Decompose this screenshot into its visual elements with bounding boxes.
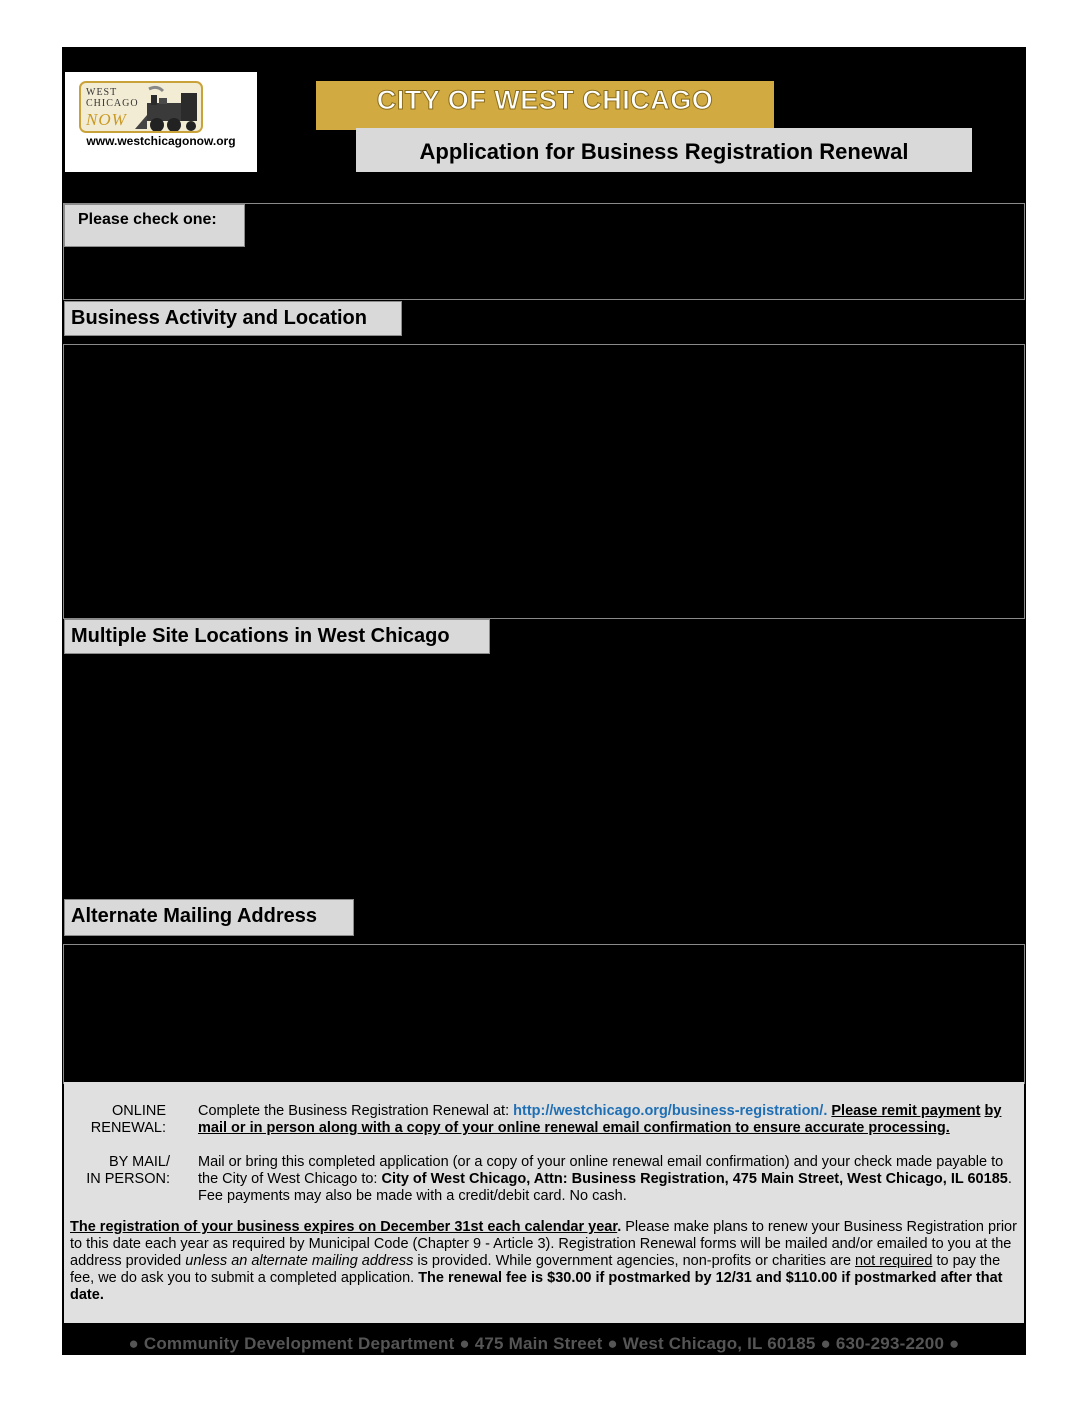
online-intro: Complete the Business Registration Renewal at: <box>198 1103 510 1119</box>
check-one-label <box>64 204 245 247</box>
renewal-fee-text: The renewal fee is $30.00 if postmarked by 12/31 and $110.00 if postmarked after that date. <box>70 1270 1003 1303</box>
expiration-text-3: to pay the fee, we do ask you to submit a completed application. <box>70 1253 1001 1286</box>
registration-link[interactable]: http://westchicago.org/business-registration/ <box>513 1103 824 1119</box>
mail-in-person-text <box>198 1154 1014 1205</box>
footer-contact: ● Community Development Department ● 475 Main Street ● West Chicago, IL 60185 ● 630-293-2200 ● <box>128 1334 960 1353</box>
mailing-address: City of West Chicago, Attn: Business Registration, 475 Main Street, West Chicago, IL 60185 <box>381 1171 1008 1187</box>
business-activity-box <box>63 344 1025 619</box>
alternate-mailing-box <box>63 944 1025 1084</box>
online-link-period: . <box>823 1103 828 1119</box>
expiration-text-2: is provided. While government agencies, non-profits or charities are <box>413 1253 856 1269</box>
remit-payment-1: Please remit payment <box>831 1103 981 1119</box>
alternate-mailing-title: Alternate Mailing Address <box>71 905 317 927</box>
logo-text-west: WEST <box>86 87 118 98</box>
expiration-deadline: The registration of your business expires on December 31st each calendar year <box>70 1219 618 1235</box>
mail-tag-line-1: BY MAIL/ <box>109 1154 170 1170</box>
multiple-sites-title: Multiple Site Locations in West Chicago <box>71 625 450 647</box>
alternate-address-note: unless an alternate mailing address <box>185 1253 414 1269</box>
mail-intro: Mail or bring this completed application (or a copy of your online renewal email confirmation) and your check made payable to the City of West Chicago to: <box>198 1154 1004 1187</box>
expiration-dot: . <box>617 1219 622 1235</box>
city-title: CITY OF WEST CHICAGO <box>376 85 714 115</box>
mail-in-person-tag <box>68 1154 170 1188</box>
online-renewal-text <box>198 1103 1014 1137</box>
expiration-text-1: Please make plans to renew your Business Registration prior to this date each year as required by Municipal Code (Chapter 9 - Article 3). Registration Renewal forms will be mailed and/or emailed to you at the address provided <box>70 1219 1017 1269</box>
logo-text-chicago: CHICAGO <box>86 98 139 109</box>
business-activity-title: Business Activity and Location <box>71 307 367 329</box>
logo-text-now: NOW <box>86 110 127 129</box>
online-tag-line-1: ONLINE <box>112 1103 166 1119</box>
alternate-mailing-header <box>64 899 354 936</box>
check-one-text: Please check one: <box>78 211 217 228</box>
instructions-panel <box>64 1082 1024 1323</box>
business-activity-header <box>64 301 402 336</box>
west-chicago-now-logo <box>79 81 203 133</box>
city-title-banner <box>316 81 774 130</box>
not-required-text: not required <box>855 1253 933 1269</box>
expiration-notice <box>70 1219 1018 1304</box>
multiple-sites-header <box>64 619 490 654</box>
form-title: Application for Business Registration Renewal <box>419 139 909 164</box>
website-url[interactable]: www.westchicagonow.org <box>86 134 236 148</box>
mail-payment-note: . Fee payments may also be made with a credit/debit card. No cash. <box>198 1171 1012 1204</box>
remit-payment-2: by mail or in person along with a copy of your online renewal email confirmation to ensure accurate processing. <box>198 1103 1002 1136</box>
mail-tag-line-2: IN PERSON: <box>86 1171 170 1187</box>
train-icon <box>129 85 203 133</box>
form-title-banner <box>356 128 972 172</box>
online-tag-line-2: RENEWAL: <box>90 1120 166 1136</box>
online-renewal-tag <box>64 1103 166 1137</box>
